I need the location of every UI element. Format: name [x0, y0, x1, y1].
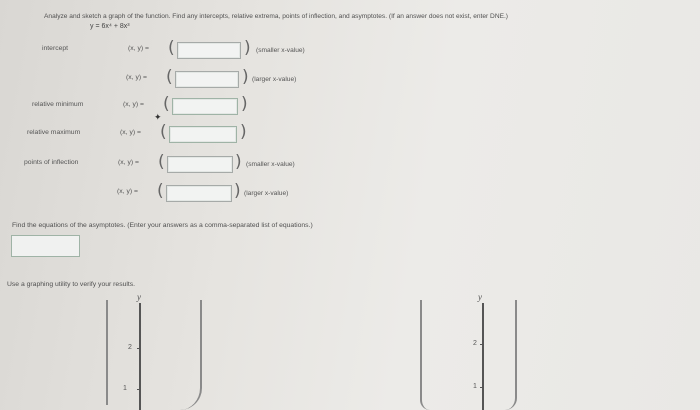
relative-maximum-label: relative maximum [27, 129, 81, 136]
graph-2-curve-left [420, 300, 430, 410]
intercept-1-input[interactable] [177, 42, 241, 59]
paren-close: ) [241, 94, 248, 114]
inflection-1-point-label: (x, y) = [118, 159, 139, 166]
graph-2-y-axis [482, 303, 484, 410]
inflection-label: points of inflection [24, 159, 79, 166]
problem-prompt: Analyze and sketch a graph of the function. Find any intercepts, relative extrema, points of inflection, and asymptotes. (If an answer does not exist, enter DNE.) [44, 13, 509, 20]
graph-2-tick-1 [480, 387, 484, 388]
intercept-1-point-label: (x, y) = [128, 45, 149, 52]
function-expression: y = 6x⁴ + 8x³ [90, 23, 130, 30]
graph-2-curve-right [505, 300, 517, 410]
inflection-1-input[interactable] [167, 156, 233, 173]
graph-2-tick-1-label: 1 [473, 383, 477, 390]
asymptotes-prompt: Find the equations of the asymptotes. (Enter your answers as a comma-separated list of equations.) [12, 222, 313, 229]
paren-close: ) [242, 67, 249, 87]
graph-prompt: Use a graphing utility to verify your results. [7, 281, 136, 288]
graph-2-y-label: y [478, 292, 482, 302]
intercept-2-point-label: (x, y) = [126, 74, 147, 81]
graph-1-tick-2 [137, 348, 141, 349]
relative-maximum-point-label: (x, y) = [120, 129, 141, 136]
graph-2-tick-2 [480, 344, 484, 345]
mouse-cursor-icon: ✦ [154, 112, 162, 122]
paren-close: ) [235, 152, 242, 172]
paren-open: ( [168, 38, 175, 58]
intercept-label: intercept [42, 45, 69, 52]
asymptotes-input[interactable] [11, 235, 80, 257]
paren-open: ( [158, 152, 165, 172]
graph-1-curve-left [106, 300, 110, 405]
inflection-2-point-label: (x, y) = [117, 188, 138, 195]
relative-maximum-input[interactable] [169, 126, 237, 143]
relative-minimum-input[interactable] [172, 98, 238, 115]
inflection-2-note: (larger x-value) [244, 190, 289, 197]
intercept-1-note: (smaller x-value) [256, 47, 305, 54]
graph-1-y-axis [139, 303, 141, 410]
graph-1-y-label: y [137, 292, 141, 302]
intercept-2-note: (larger x-value) [252, 76, 297, 83]
paren-close: ) [244, 38, 251, 58]
paren-close: ) [240, 122, 247, 142]
paren-open: ( [163, 94, 170, 114]
graph-1-tick-1 [137, 389, 141, 390]
relative-minimum-point-label: (x, y) = [123, 101, 144, 108]
intercept-2-input[interactable] [175, 71, 239, 88]
graph-1-tick-1-label: 1 [123, 385, 127, 392]
paren-open: ( [166, 67, 173, 87]
relative-minimum-label: relative minimum [32, 101, 84, 108]
paren-close: ) [234, 181, 241, 201]
graph-1-tick-2-label: 2 [128, 344, 132, 351]
graph-2-tick-2-label: 2 [473, 340, 477, 347]
paren-open: ( [160, 122, 167, 142]
paren-open: ( [157, 181, 164, 201]
inflection-2-input[interactable] [166, 185, 232, 202]
inflection-1-note: (smaller x-value) [246, 161, 295, 168]
graph-1-curve-right [180, 300, 202, 410]
